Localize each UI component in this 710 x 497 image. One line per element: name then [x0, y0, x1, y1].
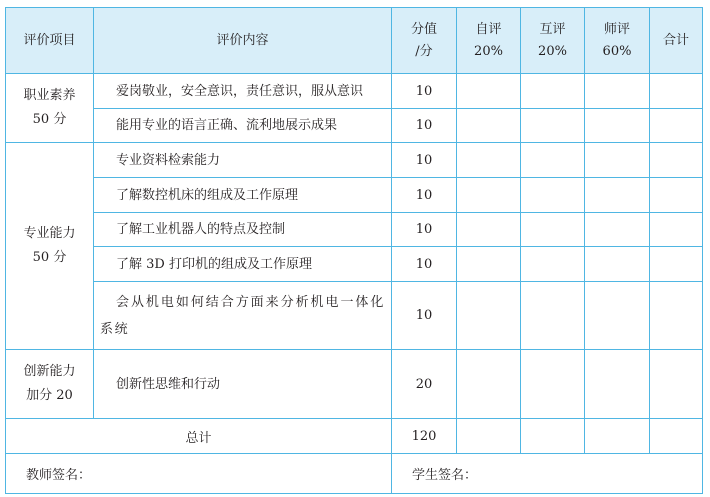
- teacher-eval-cell[interactable]: [585, 109, 650, 143]
- grand-total-cell[interactable]: [650, 419, 703, 454]
- content-cell: 专业资料检索能力: [94, 143, 392, 178]
- self-eval-cell[interactable]: [457, 74, 521, 109]
- content-cell: 会从机电如何结合方面来分析机电一体化系统: [94, 282, 392, 350]
- peer-eval-cell[interactable]: [521, 74, 585, 109]
- table-row: [6, 178, 703, 213]
- table-row: [6, 247, 703, 282]
- teacher-eval-cell[interactable]: [585, 213, 650, 247]
- total-cell[interactable]: [650, 213, 703, 247]
- content-cell: 了解工业机器人的特点及控制: [94, 213, 392, 247]
- total-cell[interactable]: [650, 178, 703, 213]
- self-eval-cell[interactable]: [457, 178, 521, 213]
- teacher-eval-cell[interactable]: [585, 282, 650, 350]
- content-cell: 了解 3D 打印机的组成及工作原理: [94, 247, 392, 282]
- total-cell[interactable]: [650, 143, 703, 178]
- teacher-signature[interactable]: 教师签名：: [6, 454, 392, 494]
- score-cell: 20: [392, 350, 457, 419]
- teacher-eval-total-cell[interactable]: [585, 419, 650, 454]
- header-peer-eval: 互评 20%: [521, 8, 585, 74]
- header-total: 合计: [650, 8, 703, 74]
- self-eval-cell[interactable]: [457, 213, 521, 247]
- content-cell: 能用专业的语言正确、流利地展示成果: [94, 109, 392, 143]
- signature-row: [6, 454, 703, 494]
- peer-eval-cell[interactable]: [521, 350, 585, 419]
- self-eval-total-cell[interactable]: [457, 419, 521, 454]
- total-cell[interactable]: [650, 282, 703, 350]
- total-cell[interactable]: [650, 247, 703, 282]
- summary-label: 总计: [6, 419, 392, 454]
- peer-eval-cell[interactable]: [521, 213, 585, 247]
- teacher-eval-cell[interactable]: [585, 350, 650, 419]
- teacher-eval-cell[interactable]: [585, 74, 650, 109]
- peer-eval-cell[interactable]: [521, 178, 585, 213]
- table-row: [6, 109, 703, 143]
- table-row: [6, 213, 703, 247]
- score-cell: 10: [392, 178, 457, 213]
- table-row: [6, 350, 703, 419]
- peer-eval-cell[interactable]: [521, 282, 585, 350]
- score-cell: 10: [392, 74, 457, 109]
- total-cell[interactable]: [650, 350, 703, 419]
- teacher-eval-cell[interactable]: [585, 247, 650, 282]
- category-innovation: 创新能力 加分 20: [6, 350, 94, 419]
- table-row: [6, 143, 703, 178]
- self-eval-cell[interactable]: [457, 350, 521, 419]
- self-eval-cell[interactable]: [457, 143, 521, 178]
- self-eval-cell[interactable]: [457, 282, 521, 350]
- score-cell: 10: [392, 247, 457, 282]
- score-cell: 10: [392, 143, 457, 178]
- teacher-eval-cell[interactable]: [585, 178, 650, 213]
- score-cell: 10: [392, 213, 457, 247]
- content-cell: 创新性思维和行动: [94, 350, 392, 419]
- total-cell[interactable]: [650, 74, 703, 109]
- score-cell: 10: [392, 282, 457, 350]
- score-cell: 10: [392, 109, 457, 143]
- student-signature[interactable]: 学生签名：: [392, 454, 703, 494]
- peer-eval-total-cell[interactable]: [521, 419, 585, 454]
- self-eval-cell[interactable]: [457, 109, 521, 143]
- table-row: [6, 74, 703, 109]
- total-cell[interactable]: [650, 109, 703, 143]
- peer-eval-cell[interactable]: [521, 143, 585, 178]
- evaluation-table: [5, 7, 703, 494]
- header-self-eval: 自评 20%: [457, 8, 521, 74]
- content-cell: 了解数控机床的组成及工作原理: [94, 178, 392, 213]
- summary-score: 120: [392, 419, 457, 454]
- self-eval-cell[interactable]: [457, 247, 521, 282]
- teacher-eval-cell[interactable]: [585, 143, 650, 178]
- category-professional-ability: 专业能力 50 分: [6, 143, 94, 350]
- content-cell: 爱岗敬业，安全意识，责任意识，服从意识: [94, 74, 392, 109]
- summary-row: [6, 419, 703, 454]
- peer-eval-cell[interactable]: [521, 109, 585, 143]
- header-row: [6, 8, 703, 74]
- table-row: [6, 282, 703, 350]
- header-item: 评价项目: [6, 8, 94, 74]
- header-content: 评价内容: [94, 8, 392, 74]
- header-score: 分值 /分: [392, 8, 457, 74]
- header-teacher-eval: 师评 60%: [585, 8, 650, 74]
- peer-eval-cell[interactable]: [521, 247, 585, 282]
- category-professional-quality: 职业素养 50 分: [6, 74, 94, 143]
